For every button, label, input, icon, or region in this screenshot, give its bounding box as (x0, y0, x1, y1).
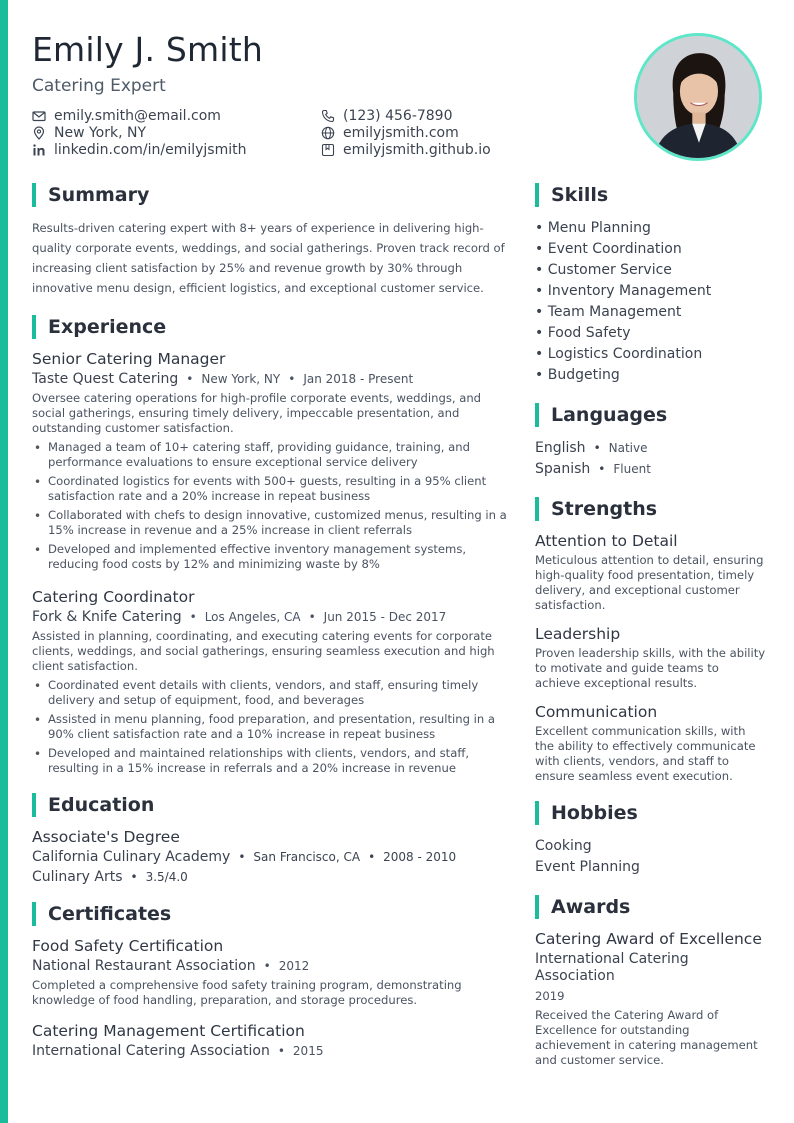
skill-item: • Event Coordination (535, 241, 682, 257)
strength-title: Leadership (535, 625, 621, 643)
section-heading-education: Education (32, 792, 512, 818)
hobbies-section (535, 800, 767, 878)
job-dates: Jun 2015 - Dec 2017 (323, 610, 447, 624)
skill-item: • Team Management (535, 304, 682, 320)
email-icon (32, 109, 46, 123)
skills-section (535, 182, 767, 386)
award-year: 2019 (535, 989, 565, 1003)
language-level: Native (608, 441, 648, 455)
job-company: Fork & Knife Catering (32, 609, 182, 625)
summary-text: Results-driven catering expert with 8+ years of experience in delivering high-quality corporate events, weddings, and social gatherings. Proven track record of increasing client satisfaction by 25% and revenue growth by 30% through innovative menu design, efficient logistics, and exceptional customer service. (32, 221, 505, 295)
contact-linkedin[interactable]: linkedin.com/in/emilyjsmith (32, 142, 246, 158)
contact-email[interactable]: emily.smith@email.com (32, 108, 221, 124)
strength-description: Excellent communication skills, with the ability to effectively communicate with clients, vendors, and staff to ensure seamless event execution. (535, 724, 756, 783)
education-meta: California Culinary Academy • San Francisco, CA • 2008 - 2010 (32, 849, 457, 865)
accent-bar (0, 0, 8, 1123)
profile-photo (634, 33, 762, 161)
strength-title: Communication (535, 703, 658, 721)
job-meta: Taste Quest Catering • New York, NY • Jan 2018 - Present (32, 371, 414, 387)
education-field: Culinary Arts (32, 869, 123, 885)
globe-icon (321, 126, 335, 140)
section-heading-summary: Summary (32, 182, 512, 208)
certificates-section (32, 901, 512, 1059)
list-item: • Developed and maintained relationships with clients, vendors, and staff, resulting in a 15% increase in referrals and a 20% increase in revenue (32, 746, 512, 776)
job-location: New York, NY (201, 372, 281, 386)
location-icon (32, 126, 46, 140)
section-heading-strengths: Strengths (535, 496, 767, 522)
job-company: Taste Quest Catering (32, 371, 179, 387)
certificate-title: Catering Management Certification (32, 1022, 305, 1040)
contact-portfolio[interactable]: emilyjsmith.github.io (321, 142, 491, 158)
award-issuer: International Catering Association (535, 951, 689, 984)
certificate-entry (32, 1022, 512, 1059)
section-heading-certificates: Certificates (32, 901, 512, 927)
list-item: • Developed and implemented effective inventory management systems, reducing food costs by 12% and minimizing waste by 8% (32, 542, 512, 572)
skill-item: • Budgeting (535, 367, 620, 383)
github-icon (321, 143, 335, 157)
skill-item: • Customer Service (535, 262, 672, 278)
experience-section (32, 314, 512, 776)
languages-section (535, 402, 767, 480)
certificate-entry (32, 937, 512, 1008)
list-item: • Coordinated event details with clients, vendors, and staff, ensuring timely delivery and setup of equipment, food, and beverages (32, 678, 512, 708)
summary-section (32, 182, 512, 298)
language-level: Fluent (613, 462, 651, 476)
awards-section (535, 894, 767, 1068)
job-position: Catering Coordinator (32, 588, 195, 606)
certificate-year: 2015 (292, 1044, 324, 1058)
skill-item: • Menu Planning (535, 220, 651, 236)
job-title: Catering Expert (32, 76, 166, 96)
language-name: Spanish (535, 461, 591, 477)
certificate-description: Completed a comprehensive food safety training program, demonstrating knowledge of food handling, preparation, and storage procedures. (32, 978, 462, 1007)
job-entry (32, 350, 512, 572)
job-bullets (32, 440, 512, 572)
list-item: • Coordinated logistics for events with 500+ guests, resulting in a 95% client satisfaction rate and a 20% increase in repeat business (32, 474, 512, 504)
candidate-name: Emily J. Smith (32, 30, 263, 69)
education-school: California Culinary Academy (32, 849, 231, 865)
main-column (32, 182, 512, 1063)
section-heading-languages: Languages (535, 402, 767, 428)
sidebar-column (535, 182, 767, 1080)
job-location: Los Angeles, CA (204, 610, 301, 624)
education-gpa: 3.5/4.0 (145, 870, 188, 884)
language-name: English (535, 440, 586, 456)
job-bullets (32, 678, 512, 776)
award-description: Received the Catering Award of Excellence for outstanding achievement in catering management and customer service. (535, 1008, 758, 1067)
section-heading-skills: Skills (535, 182, 767, 208)
job-description: Oversee catering operations for high-profile corporate events, weddings, and social gatherings, ensuring timely delivery, impeccable presentation, and outstanding customer satisfaction. (32, 391, 482, 435)
job-description: Assisted in planning, coordinating, and executing catering events for corporate clients, weddings, and social gatherings, ensuring seamless execution and high client satisfaction. (32, 629, 495, 673)
language-item: Spanish • Fluent (535, 461, 651, 477)
certificate-title: Food Safety Certification (32, 937, 224, 955)
strengths-section (535, 496, 767, 784)
hobby-item: Event Planning (535, 859, 640, 875)
award-title: Catering Award of Excellence (535, 930, 762, 948)
section-heading-awards: Awards (535, 894, 767, 920)
list-item: • Assisted in menu planning, food preparation, and presentation, resulting in a 90% client satisfaction rate and a 10% increase in repeat business (32, 712, 512, 742)
contact-location: New York, NY (32, 125, 146, 141)
strength-description: Meticulous attention to detail, ensuring high-quality food presentation, timely delivery, and exceptional customer satisfaction. (535, 553, 764, 612)
job-position: Senior Catering Manager (32, 350, 226, 368)
contact-website[interactable]: emilyjsmith.com (321, 125, 459, 141)
skill-item: • Logistics Coordination (535, 346, 703, 362)
certificate-meta: International Catering Association • 2015 (32, 1043, 324, 1059)
skill-item: • Food Safety (535, 325, 631, 341)
education-field-line: Culinary Arts • 3.5/4.0 (32, 869, 188, 885)
linkedin-icon (32, 143, 46, 157)
section-heading-experience: Experience (32, 314, 512, 340)
certificate-meta: National Restaurant Association • 2012 (32, 958, 310, 974)
certificate-issuer: National Restaurant Association (32, 958, 256, 974)
strength-title: Attention to Detail (535, 532, 678, 550)
education-location: San Francisco, CA (253, 850, 361, 864)
education-section (32, 792, 512, 885)
education-degree: Associate's Degree (32, 828, 180, 846)
phone-icon (321, 109, 335, 123)
list-item: • Collaborated with chefs to design innovative, customized menus, resulting in a 15% increase in revenue and a 25% increase in client referrals (32, 508, 512, 538)
contact-phone[interactable]: (123) 456-7890 (321, 108, 453, 124)
certificate-issuer: International Catering Association (32, 1043, 270, 1059)
language-item: English • Native (535, 440, 648, 456)
job-dates: Jan 2018 - Present (303, 372, 414, 386)
job-entry (32, 588, 512, 776)
skill-item: • Inventory Management (535, 283, 712, 299)
strength-description: Proven leadership skills, with the ability to motivate and guide teams to achieve exceptional results. (535, 646, 766, 690)
list-item: • Managed a team of 10+ catering staff, providing guidance, training, and performance evaluations to ensure exceptional service delivery (32, 440, 512, 470)
certificate-year: 2012 (278, 959, 310, 973)
hobby-item: Cooking (535, 838, 592, 854)
job-meta: Fork & Knife Catering • Los Angeles, CA • Jun 2015 - Dec 2017 (32, 609, 447, 625)
education-dates: 2008 - 2010 (383, 850, 457, 864)
section-heading-hobbies: Hobbies (535, 800, 767, 826)
